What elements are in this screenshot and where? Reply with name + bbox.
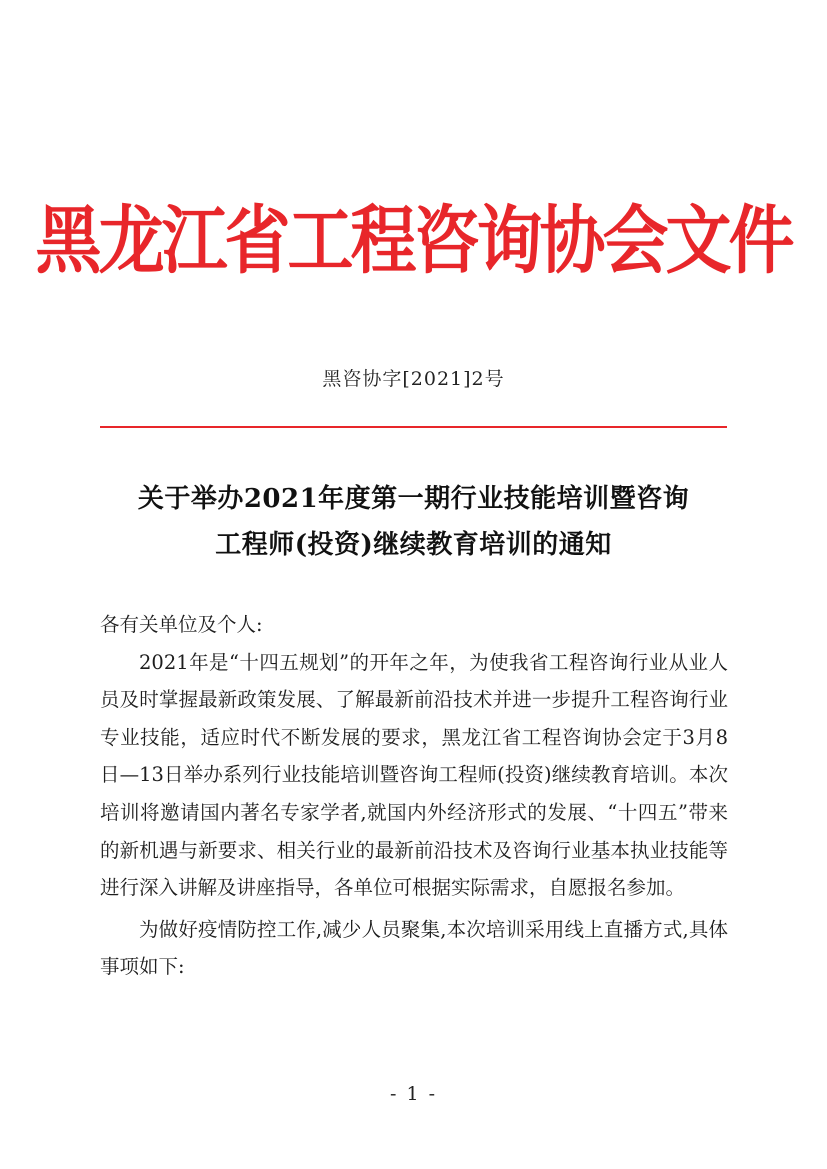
body-paragraph-2: 为做好疫情防控工作,减少人员聚集,本次培训采用线上直播方式,具体事项如下: [100,917,728,979]
org-document-header: 黑龙江省工程咨询协会文件 [35,196,792,285]
notice-title [60,476,767,568]
notice-title-line-1: 关于举办2021年度第一期行业技能培训暨咨询 [137,484,690,514]
page-number: - 1 - [389,1083,437,1105]
red-divider-line [100,426,727,428]
notice-body [100,606,728,986]
salutation: 各有关单位及个人: [100,613,263,636]
document-number: 黑咨协字[2021]2号 [322,368,505,390]
notice-title-line-2: 工程师(投资)继续教育培训的通知 [215,530,612,560]
body-paragraph-1: 2021年是“十四五规划”的开年之年，为使我省工程咨询行业从业人员及时掌握最新政策发展、了解最新前沿技术并进一步提升工程咨询行业专业技能，适应时代不断发展的要求，黑龙江省工程咨询协会定于3月8日—13日举办系列行业技能培训暨咨询工程师(投资)继续教育培训。本次培训将邀请国内著名专家学者,就国内外经济形式的发展、“十四五”带来的新机遇与新要求、相关行业的最新前沿技术及咨询行业基本执业技能等进行深入讲解及讲座指导，各单位可根据实际需求，自愿报名参加。 [100,650,728,900]
